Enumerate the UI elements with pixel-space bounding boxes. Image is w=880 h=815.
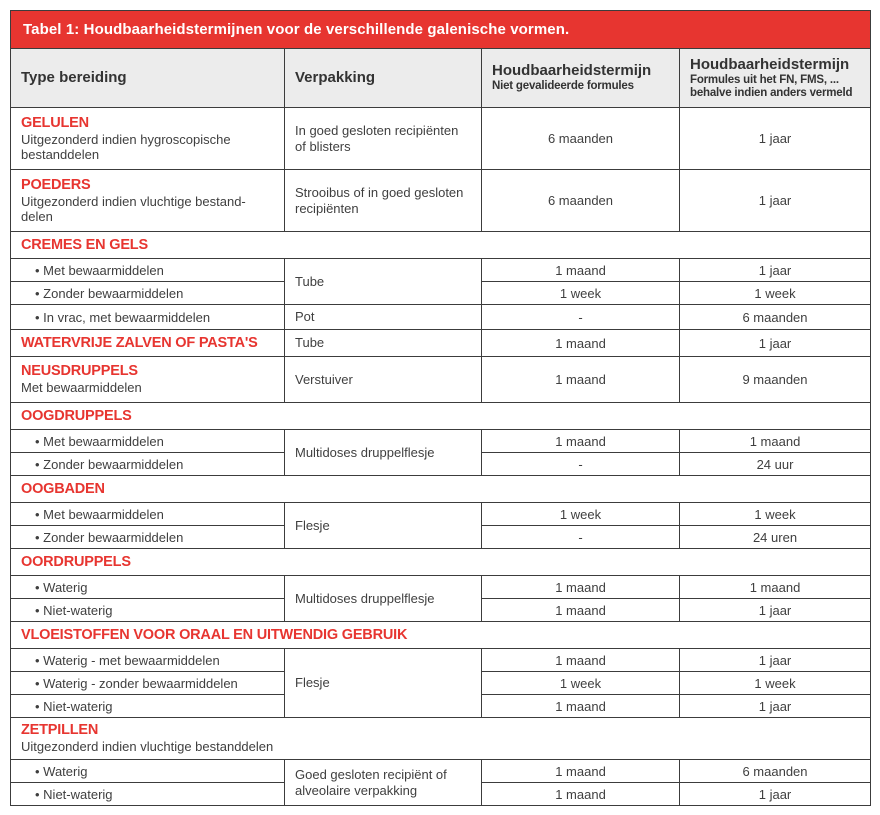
column-header-title: Houdbaarheidstermijn [690,55,850,73]
row-zetpillen-waterig [11,760,871,783]
poeders-niet-gevalideerd-cell: 6 maanden [482,170,680,232]
neusdruppels-niet-gevalideerd-cell: 1 maand [482,357,680,403]
column-header-verpakking [285,49,482,108]
shelf-life-table [10,10,871,806]
vloeistoffen-verpakking-cell: Flesje [285,649,482,718]
cremes-in-vrac-formules-cell: 6 maanden [680,305,871,330]
section-header-row-oogdruppels [11,403,871,430]
section-title-neusdruppels: NEUSDRUPPELS [21,363,138,380]
table-title-bar: Tabel 1: Houdbaarheidstermijnen voor de verschillende galenische vormen. [11,11,871,49]
section-title-cremes-en-gels: CREMES EN GELS [21,237,148,253]
column-header-houdbaarheid-formules [680,49,871,108]
poeders-verpakking-cell: Strooibus of in goed gesloten recipiënten [285,170,482,232]
cremes-section-cell [11,232,871,259]
oogdruppels-section-cell [11,403,871,430]
cremes-zonder-bewaarmiddelen-label: • Zonder bewaarmiddelen [11,282,285,305]
zetpillen-waterig-label: • Waterig [11,760,285,783]
poeders-type-cell [11,170,285,232]
zetpillen-verpakking-cell: Goed gesloten recipiënt of alveolaire verpakking [285,760,482,806]
row-cremes-met-bewaarmiddelen [11,259,871,282]
vloeistoffen-waterig-zonder-label: • Waterig - zonder bewaarmiddelen [11,672,285,695]
section-title-gelulen: GELULEN [21,114,89,131]
oordruppels-niet-waterig-niet-gevalideerd-cell: 1 maand [482,599,680,622]
neusdruppels-type-cell [11,357,285,403]
oordruppels-niet-waterig-formules-cell: 1 jaar [680,599,871,622]
oogdruppels-zonder-bewaarmiddelen-label: • Zonder bewaarmiddelen [11,453,285,476]
watervrije-verpakking-cell: Tube [285,330,482,357]
section-title-oogbaden: OOGBADEN [21,481,105,497]
section-note-neusdruppels: Met bewaarmiddelen [21,380,142,396]
oogbaden-met-bewaarmiddelen-label: • Met bewaarmiddelen [11,503,285,526]
cremes-zonder-formules-cell: 1 week [680,282,871,305]
oordruppels-verpakking-cell: Multidoses druppelflesje [285,576,482,622]
gelulen-formules-cell: 1 jaar [680,108,871,170]
watervrije-type-cell [11,330,285,357]
neusdruppels-formules-cell: 9 maanden [680,357,871,403]
oogbaden-met-formules-cell: 1 week [680,503,871,526]
oogdruppels-met-formules-cell: 1 maand [680,430,871,453]
row-gelulen [11,108,871,170]
section-title-oogdruppels: OOGDRUPPELS [21,408,132,424]
oogbaden-zonder-bewaarmiddelen-label: • Zonder bewaarmiddelen [11,526,285,549]
row-neusdruppels [11,357,871,403]
oogdruppels-zonder-niet-gevalideerd-cell: - [482,453,680,476]
section-note-poeders: Uitgezonderd indien vluchtige bestand-delen [21,193,246,224]
oogbaden-zonder-niet-gevalideerd-cell: - [482,526,680,549]
row-oogdruppels-met-bewaarmiddelen [11,430,871,453]
row-poeders [11,170,871,232]
cremes-zonder-niet-gevalideerd-cell: 1 week [482,282,680,305]
cremes-verpakking-cell: Tube [285,259,482,305]
table-header-row [11,49,871,108]
oogbaden-met-niet-gevalideerd-cell: 1 week [482,503,680,526]
column-header-subtitle: Niet gevalideerde formules [492,80,634,93]
section-title-watervrije-zalven: WATERVRIJE ZALVEN OF PASTA'S [21,335,258,351]
column-header-subtitle: Formules uit het FN, FMS, ... [690,73,839,86]
zetpillen-waterig-formules-cell: 6 maanden [680,760,871,783]
cremes-met-bewaarmiddelen-label: • Met bewaarmiddelen [11,259,285,282]
cremes-in-vrac-verpakking-cell: Pot [285,305,482,330]
watervrije-niet-gevalideerd-cell: 1 maand [482,330,680,357]
oordruppels-section-cell [11,549,871,576]
oogdruppels-verpakking-cell: Multidoses druppelflesje [285,430,482,476]
section-title-poeders: POEDERS [21,176,91,193]
column-header-houdbaarheid-niet-gevalideerd [482,49,680,108]
row-watervrije-zalven [11,330,871,357]
section-title-zetpillen: ZETPILLEN [21,722,99,739]
cremes-in-vrac-niet-gevalideerd-cell: - [482,305,680,330]
row-vloeistoffen-waterig-met [11,649,871,672]
vloeistoffen-section-cell [11,622,871,649]
vloeistoffen-niet-waterig-niet-gevalideerd-cell: 1 maand [482,695,680,718]
gelulen-verpakking-cell: In goed gesloten recipiënten of blisters [285,108,482,170]
column-header-subtitle: behalve indien anders vermeld [690,87,853,99]
section-header-row-cremes-en-gels [11,232,871,259]
vloeistoffen-niet-waterig-label: • Niet-waterig [11,695,285,718]
oordruppels-waterig-formules-cell: 1 maand [680,576,871,599]
oogbaden-zonder-formules-cell: 24 uren [680,526,871,549]
vloeistoffen-waterig-met-formules-cell: 1 jaar [680,649,871,672]
section-note-zetpillen: Uitgezonderd indien vluchtige bestanddelen [21,739,274,755]
zetpillen-waterig-niet-gevalideerd-cell: 1 maand [482,760,680,783]
poeders-formules-cell: 1 jaar [680,170,871,232]
row-oordruppels-waterig [11,576,871,599]
vloeistoffen-waterig-zonder-niet-gevalideerd-cell: 1 week [482,672,680,695]
row-cremes-in-vrac [11,305,871,330]
section-header-row-oordruppels [11,549,871,576]
section-header-row-oogbaden [11,476,871,503]
vloeistoffen-waterig-met-niet-gevalideerd-cell: 1 maand [482,649,680,672]
section-title-oordruppels: OORDRUPPELS [21,554,131,570]
column-header-title: Verpakking [295,69,376,86]
section-header-row-vloeistoffen [11,622,871,649]
column-header-title: Type bereiding [21,69,127,86]
section-note-gelulen: Uitgezonderd indien hygroscopische bestanddelen [21,131,231,162]
watervrije-formules-cell: 1 jaar [680,330,871,357]
column-header-title: Houdbaarheidstermijn [492,62,652,80]
oogdruppels-met-bewaarmiddelen-label: • Met bewaarmiddelen [11,430,285,453]
vloeistoffen-waterig-met-label: • Waterig - met bewaarmiddelen [11,649,285,672]
section-header-row-zetpillen [11,718,871,760]
zetpillen-niet-waterig-niet-gevalideerd-cell: 1 maand [482,783,680,806]
oogbaden-section-cell [11,476,871,503]
oogdruppels-zonder-formules-cell: 24 uur [680,453,871,476]
oogbaden-verpakking-cell: Flesje [285,503,482,549]
cremes-met-formules-cell: 1 jaar [680,259,871,282]
gelulen-niet-gevalideerd-cell: 6 maanden [482,108,680,170]
vloeistoffen-niet-waterig-formules-cell: 1 jaar [680,695,871,718]
row-oogbaden-met-bewaarmiddelen [11,503,871,526]
oordruppels-waterig-label: • Waterig [11,576,285,599]
vloeistoffen-waterig-zonder-formules-cell: 1 week [680,672,871,695]
oordruppels-waterig-niet-gevalideerd-cell: 1 maand [482,576,680,599]
cremes-met-niet-gevalideerd-cell: 1 maand [482,259,680,282]
neusdruppels-verpakking-cell: Verstuiver [285,357,482,403]
gelulen-type-cell [11,108,285,170]
table-row [11,11,871,49]
oogdruppels-met-niet-gevalideerd-cell: 1 maand [482,430,680,453]
column-header-type-bereiding [11,49,285,108]
cremes-in-vrac-label: • In vrac, met bewaarmiddelen [11,305,285,330]
zetpillen-niet-waterig-formules-cell: 1 jaar [680,783,871,806]
oordruppels-niet-waterig-label: • Niet-waterig [11,599,285,622]
section-title-vloeistoffen: VLOEISTOFFEN VOOR ORAAL EN UITWENDIG GEBRUIK [21,627,408,643]
zetpillen-niet-waterig-label: • Niet-waterig [11,783,285,806]
zetpillen-section-cell [11,718,871,760]
